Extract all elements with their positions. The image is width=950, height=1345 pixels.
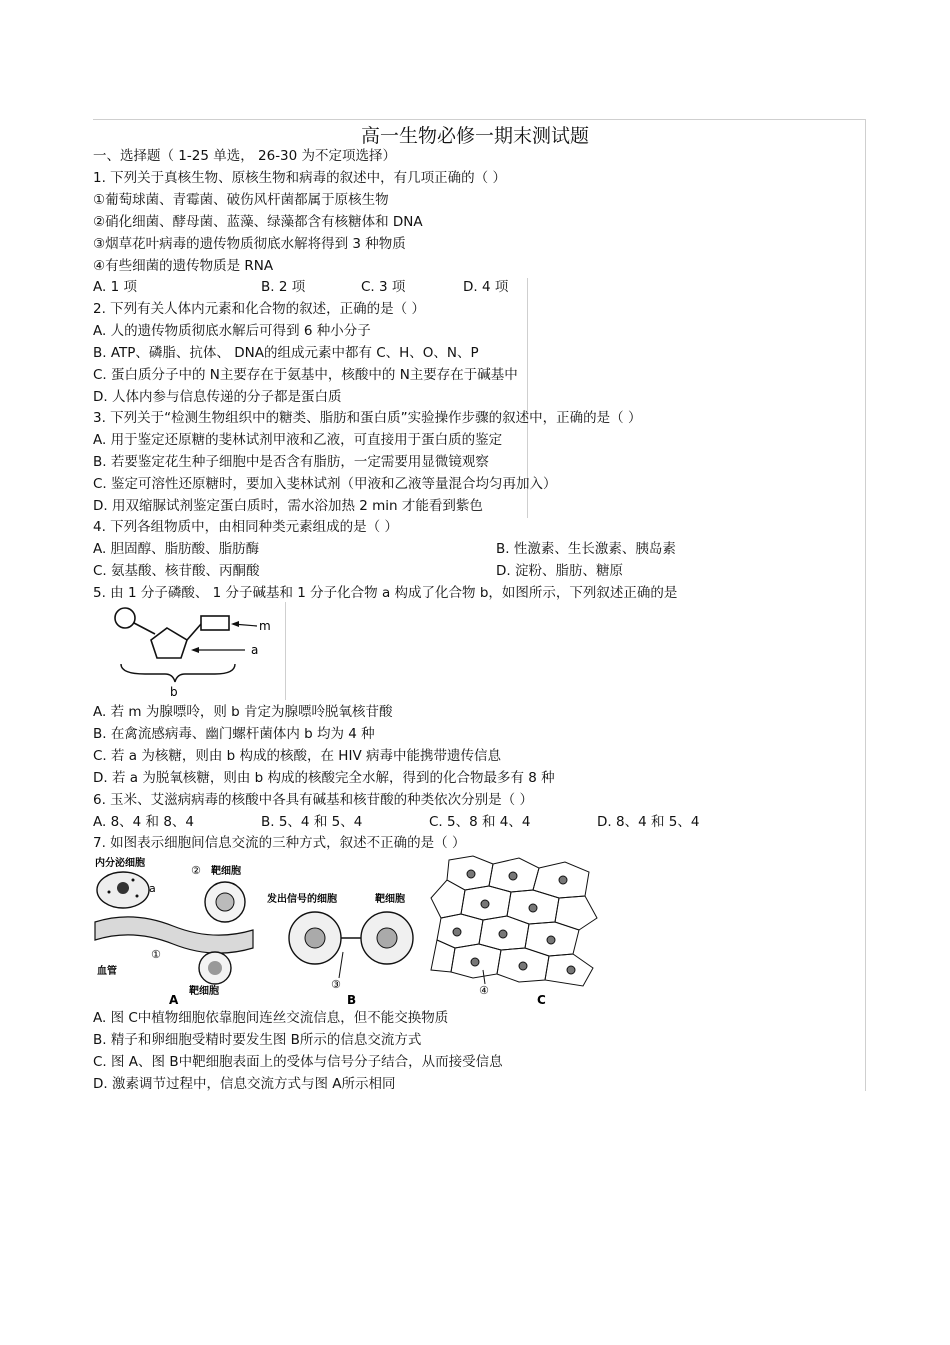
q2-option-d[interactable]: D. 人体内参与信息传递的分子都是蛋白质 bbox=[93, 389, 342, 405]
panel-label-c: C bbox=[537, 993, 546, 1006]
q1-item-2: ②硝化细菌、酵母菌、蓝藻、绿藻都含有核糖体和 DNA bbox=[93, 214, 423, 230]
section-heading: 一、选择题（ 1-25 单选， 26-30 为不定项选择） bbox=[93, 148, 397, 164]
q7-option-c[interactable]: C. 图 A、图 B中靶细胞表面上的受体与信号分子结合，从而接受信息 bbox=[93, 1054, 503, 1070]
label-1: ① bbox=[151, 948, 161, 961]
q2-option-a[interactable]: A. 人的遗传物质彻底水解后可得到 6 种小分子 bbox=[93, 323, 371, 339]
frame-top bbox=[93, 119, 865, 120]
q5-option-d[interactable]: D. 若 a 为脱氧核糖，则由 b 构成的核酸完全水解，得到的化合物最多有 8 种 bbox=[93, 770, 555, 786]
q4-option-b[interactable]: B. 性激素、生长激素、胰岛素 bbox=[496, 541, 676, 557]
label-endocrine-cell: 内分泌细胞 bbox=[95, 858, 145, 869]
label-b: b bbox=[170, 685, 178, 699]
q2-stem: 2. 下列有关人体内元素和化合物的叙述，正确的是（ ） bbox=[93, 301, 425, 317]
cell-signaling-figure bbox=[93, 852, 601, 1006]
q6-option-a[interactable]: A. 8、4 和 8、4 bbox=[93, 814, 195, 830]
q1-stem: 1. 下列关于真核生物、原核生物和病毒的叙述中，有几项正确的（ ） bbox=[93, 170, 506, 186]
q1-option-b[interactable]: B. 2 项 bbox=[261, 279, 306, 295]
q3-option-b[interactable]: B. 若要鉴定花生种子细胞中是否含有脂肪，一定需要用显微镜观察 bbox=[93, 454, 489, 470]
q7-stem: 7. 如图表示细胞间信息交流的三种方式，叙述不正确的是（ ） bbox=[93, 835, 466, 851]
label-target-b: 靶细胞 bbox=[375, 894, 405, 905]
panel-label-a: A bbox=[169, 993, 179, 1006]
arrow-m-head bbox=[231, 621, 239, 627]
label-vessel: 血管 bbox=[97, 966, 117, 977]
q4-stem: 4. 下列各组物质中，由相同种类元素组成的是（ ） bbox=[93, 519, 398, 535]
label-a: a bbox=[149, 882, 156, 895]
q6-option-c[interactable]: C. 5、8 和 4、4 bbox=[429, 814, 531, 830]
q4-option-d[interactable]: D. 淀粉、脂肪、糖原 bbox=[496, 563, 623, 579]
brace-b bbox=[121, 664, 235, 682]
q3-option-c[interactable]: C. 鉴定可溶性还原糖时，要加入斐林试剂（甲液和乙液等量混合均匀再加入） bbox=[93, 476, 557, 492]
label-2: ② bbox=[191, 864, 201, 877]
panel-a bbox=[95, 856, 253, 1006]
page-title: 高一生物必修一期末测试题 bbox=[360, 125, 589, 147]
phosphate-bond bbox=[134, 623, 155, 634]
q6-stem: 6. 玉米、艾滋病病毒的核酸中各具有碱基和核苷酸的种类依次分别是（ ） bbox=[93, 792, 533, 808]
frame-right bbox=[865, 119, 866, 1091]
panel-label-b: B bbox=[347, 993, 357, 1006]
base-bond bbox=[187, 624, 201, 640]
q1-item-3: ③烟草花叶病毒的遗传物质彻底水解将得到 3 种物质 bbox=[93, 236, 406, 252]
q7-option-b[interactable]: B. 精子和卵细胞受精时要发生图 B所示的信息交流方式 bbox=[93, 1032, 422, 1048]
q7-option-a[interactable]: A. 图 C中植物细胞依靠胞间连丝交流信息，但不能交换物质 bbox=[93, 1010, 449, 1026]
q5-option-b[interactable]: B. 在禽流感病毒、幽门螺杆菌体内 b 均为 4 种 bbox=[93, 726, 375, 742]
label-4: ④ bbox=[479, 984, 489, 997]
q5-option-c[interactable]: C. 若 a 为核糖，则由 b 构成的核酸，在 HIV 病毒中能携带遗传信息 bbox=[93, 748, 501, 764]
phosphate-circle bbox=[115, 608, 135, 628]
q1-option-d[interactable]: D. 4 项 bbox=[463, 279, 509, 295]
q7-option-d[interactable]: D. 激素调节过程中，信息交流方式与图 A所示相同 bbox=[93, 1076, 396, 1092]
label-target-bottom: 靶细胞 bbox=[189, 986, 219, 997]
blood-vessel bbox=[95, 917, 253, 953]
q4-option-a[interactable]: A. 胆固醇、脂肪酸、脂肪酶 bbox=[93, 541, 260, 557]
q1-option-a[interactable]: A. 1 项 bbox=[93, 279, 137, 295]
base-rect bbox=[201, 616, 229, 630]
q2-option-b[interactable]: B. ATP、磷脂、抗体、 DNA的组成元素中都有 C、H、O、N、P bbox=[93, 345, 479, 361]
label-3: ③ bbox=[331, 978, 341, 991]
sugar-pentagon bbox=[151, 628, 187, 658]
arrow-a-head bbox=[191, 647, 199, 653]
q1-item-4: ④有些细菌的遗传物质是 RNA bbox=[93, 258, 274, 274]
q2-option-c[interactable]: C. 蛋白质分子中的 N主要存在于氨基中，核酸中的 N主要存在于碱基中 bbox=[93, 367, 518, 383]
q5-option-a[interactable]: A. 若 m 为腺嘌呤，则 b 肯定为腺嘌呤脱氧核苷酸 bbox=[93, 704, 393, 720]
frame-q5 bbox=[285, 602, 286, 700]
q3-option-d[interactable]: D. 用双缩脲试剂鉴定蛋白质时，需水浴加热 2 min 才能看到紫色 bbox=[93, 498, 483, 514]
q6-option-d[interactable]: D. 8、4 和 5、4 bbox=[597, 814, 700, 830]
q5-stem: 5. 由 1 分子磷酸、 1 分子碱基和 1 分子化合物 a 构成了化合物 b，如图所示，下列叙述正确的是 bbox=[93, 585, 678, 601]
q1-item-1: ①葡萄球菌、青霉菌、破伤风杆菌都属于原核生物 bbox=[93, 192, 389, 208]
q4-option-c[interactable]: C. 氨基酸、核苷酸、丙酮酸 bbox=[93, 563, 260, 579]
label-target-top: 靶细胞 bbox=[211, 866, 241, 877]
q3-stem: 3. 下列关于“检测生物组织中的糖类、脂肪和蛋白质”实验操作步骤的叙述中，正确的是（ ） bbox=[93, 410, 642, 426]
q1-option-c[interactable]: C. 3 项 bbox=[361, 279, 406, 295]
q3-option-a[interactable]: A. 用于鉴定还原糖的斐林试剂甲液和乙液，可直接用于蛋白质的鉴定 bbox=[93, 432, 503, 448]
panel-c bbox=[431, 856, 597, 986]
label-m: m bbox=[259, 619, 271, 633]
panel-b bbox=[266, 892, 413, 1006]
label-a: a bbox=[251, 643, 259, 657]
label-signal-cell: 发出信号的细胞 bbox=[267, 894, 337, 905]
q6-option-b[interactable]: B. 5、4 和 5、4 bbox=[261, 814, 363, 830]
nucleotide-figure bbox=[95, 602, 285, 700]
